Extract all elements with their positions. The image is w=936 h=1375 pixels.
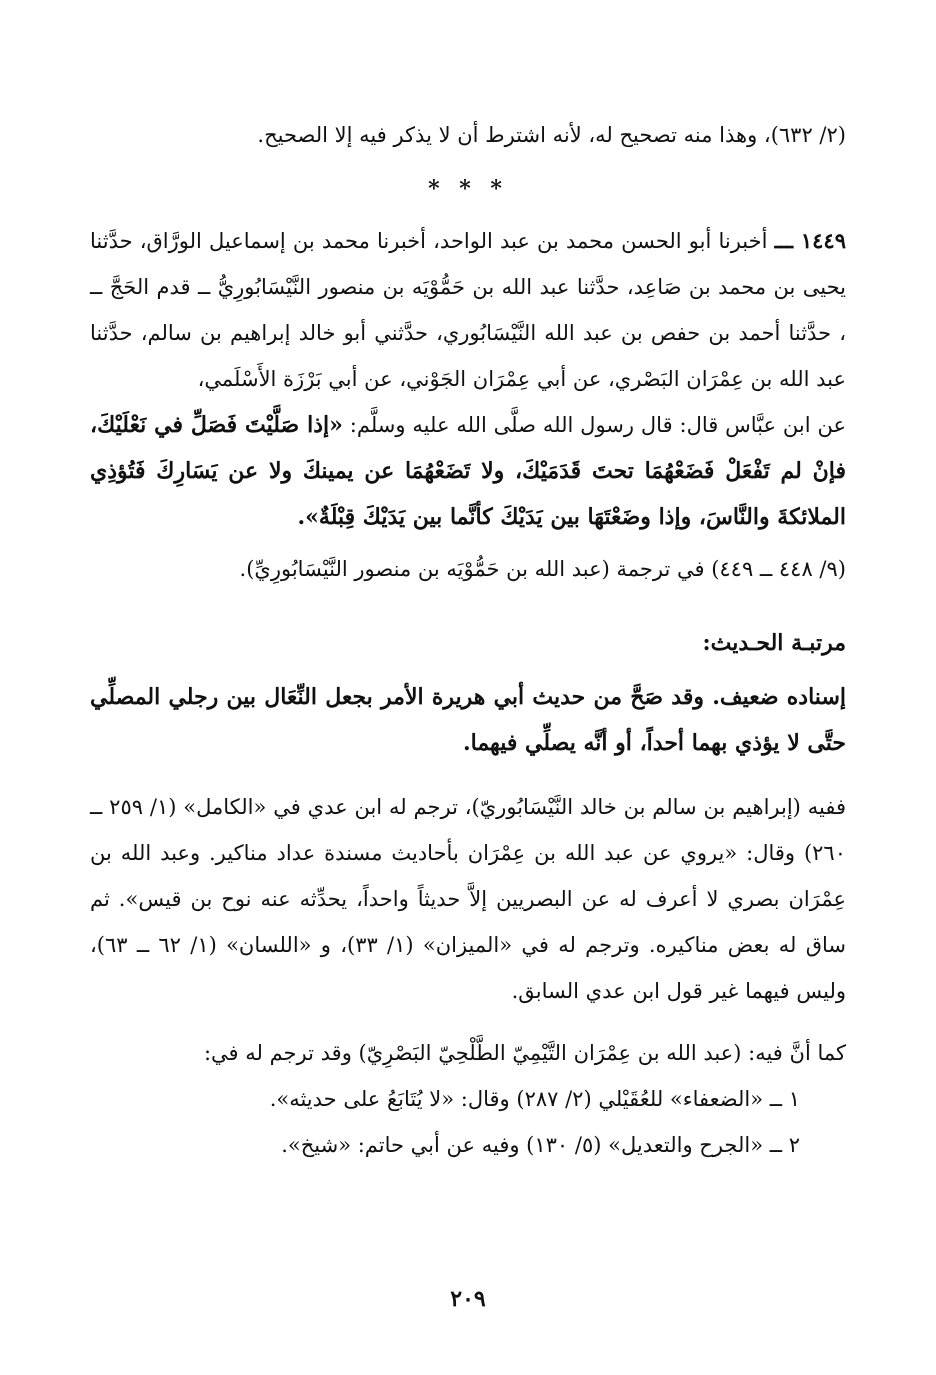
matn-text: «إذا صَلَّيْتَ فَصَلِّ في نَعْلَيْكَ، فإنْ لم تَفْعَلْ فَضَعْهُمَا تحتَ قَدَمَيْكَ، ولا تَضَعْهُمَا عن يمينكَ ولا عن يَسَارِكَ فَتُؤذِي الملائكةَ والنَّاسَ، وإذا وضَعْتَهَا بين يَدَيْكَ كأنَّما بين يَدَيْكَ قِبْلَةٌ». [90,412,847,530]
list-item-1: ١ ــ «الضعفاء» للعُقَيْلي (٢/ ٢٨٧) وقال: «لا يُتَابَعُ على حديثه». [269,1087,800,1111]
intro-line: (٢/ ٦٣٢)، وهذا منه تصحيح له، لأنه اشترط أن لا يذكر فيه إلا الصحيح. [257,123,846,147]
section-separator: * * * [428,176,508,202]
page-number: ٢٠٩ [450,1286,486,1312]
discussion-paragraph-2: كما أنَّ فيه: (عبد الله بن عِمْرَان التَّيْمِيّ الطَّلْحِيّ البَصْرِيّ) وقد ترجم له في: [203,1041,846,1065]
narrator-intro: عن ابن عبَّاس قال: قال رسول الله صلَّى الله عليه وسلَّم: [349,413,846,437]
hadith-isnad [90,218,846,402]
isnad-text: أخبرنا أبو الحسن محمد بن عبد الواحد، أخبرنا محمد بن إسماعيل الورَّاق، حدَّثنا يحيى بن محمد بن صَاعِد، حدَّثنا عبد الله بن حَمُّوْيَه بن منصور النَّيْسَابُورِيُّ ــ قدم الحَجَّ ــ ، حدَّثنا أحمد بن حفص بن عبد الله النَّيْسَابُوري، حدَّثني أبو خالد إبراهيم بن سالم، حدَّثنا عبد الله بن عِمْرَان البَصْري، عن أبي عِمْرَان الجَوْني، عن أبي بَرْزَة الأَسْلَمي، [90,229,846,391]
hadith-number: ١٤٤٩ ـــ [774,228,846,253]
hadith-matn [90,402,846,540]
hadith-reference: (٩/ ٤٤٨ ــ ٤٤٩) في ترجمة (عبد الله بن حَمُّوْيَه بن منصور النَّيْسَابُورِيِّ). [239,557,846,581]
grade-ruling: إسناده ضعيف. وقد صَحَّ من حديث أبي هريرة الأمر بجعل النِّعَال بين رجلي المصلِّي حتَّى لا يؤذي بهما أحداً، أو أنَّه يصلِّي فيهما. [90,684,846,756]
grade-heading: مرتبـة الحـديث: [702,630,846,656]
discussion-paragraph-1: ففيه (إبراهيم بن سالم بن خالد النَّيْسَابُوريّ)، ترجم له ابن عدي في «الكامل» (١/ ٢٥٩ ــ ٢٦٠) وقال: «يروي عن عبد الله بن عِمْرَان بأحاديث مسندة عداد مناكير. وعبد الله بن عِمْرَان بصري لا أعرف له عن البصريين إلاَّ حديثاً واحداً، يحدِّثه عنه نوح بن قيس». ثم ساق له بعض مناكيره. وترجم له في «الميزان» (١/ ٣٣)، و «اللسان» (١/ ٦٢ ــ ٦٣)، وليس فيهما غير قول ابن عدي السابق. [90,795,846,1003]
list-item-2: ٢ ــ «الجرح والتعديل» (٥/ ١٣٠) وفيه عن أبي حاتم: «شيخ». [281,1133,800,1157]
